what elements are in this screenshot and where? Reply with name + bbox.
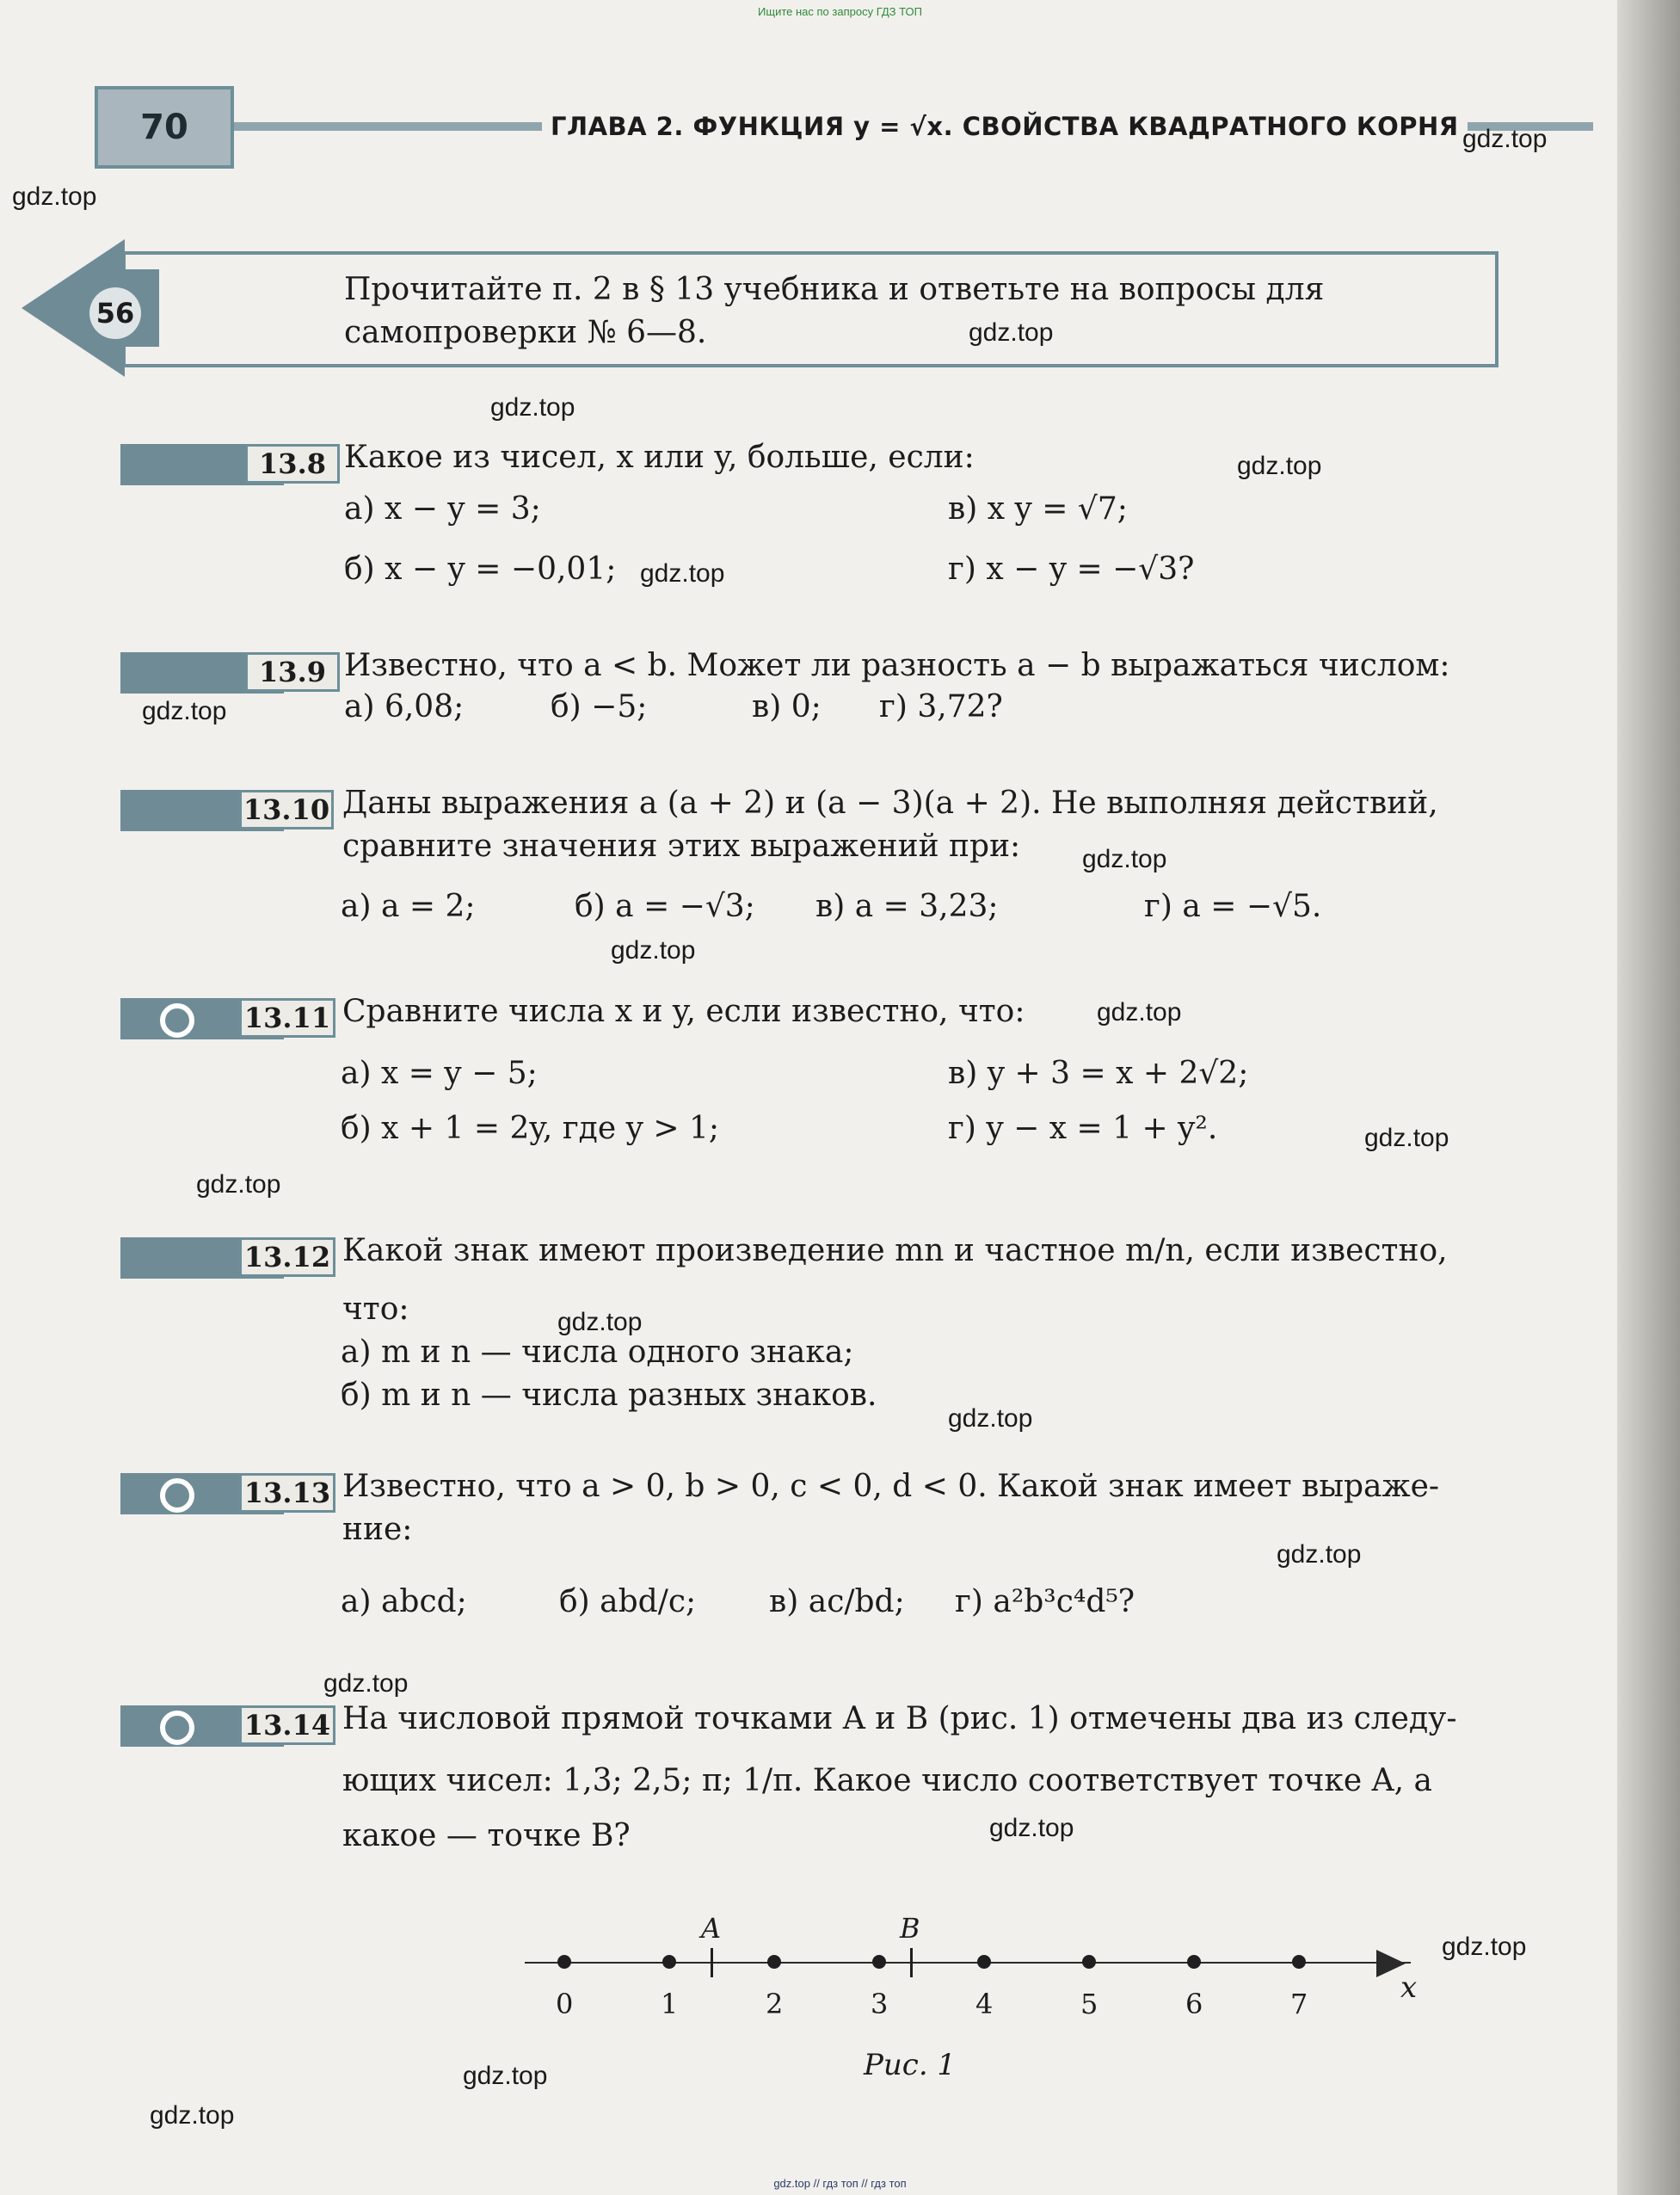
book-spine-shadow (1617, 0, 1680, 2195)
task-item: в) y + 3 = x + 2√2; (948, 1056, 1249, 1091)
tick-dot (977, 1955, 991, 1969)
task-text: На числовой прямой точками A и B (рис. 1) отмечены два из следу- (342, 1701, 1457, 1736)
task-number: 13.13 (239, 1473, 335, 1513)
watermark: gdz.top (1364, 1124, 1449, 1152)
task-text: какое — точке B? (342, 1818, 631, 1853)
watermark: gdz.top (196, 1170, 281, 1199)
task-text: сравните значения этих выражений при: (342, 829, 1021, 864)
task-item: в) ac/bd; (769, 1584, 905, 1619)
task-text: ющих чисел: 1,3; 2,5; π; 1/π. Какое число соответствует точке A, а (342, 1763, 1432, 1798)
circle-marker-icon (160, 1478, 194, 1513)
tick-label: 4 (975, 1988, 994, 2020)
task-text: что: (342, 1292, 409, 1327)
page-number: 70 (95, 86, 234, 169)
tick-dot (767, 1955, 781, 1969)
task-item: б) abd/c; (559, 1584, 697, 1619)
tick-label: 3 (871, 1988, 889, 2020)
task-text: Сравните числа x и y, если известно, что: (342, 994, 1025, 1029)
watermark: gdz.top (150, 2101, 235, 2130)
task-number: 13.10 (239, 790, 334, 829)
watermark: gdz.top (1097, 998, 1182, 1027)
task-item: б) −5; (551, 689, 648, 724)
task-item: б) x − y = −0,01; (344, 552, 617, 587)
tick-dot (662, 1955, 676, 1969)
watermark: gdz.top (989, 1814, 1074, 1842)
watermark: gdz.top (1462, 125, 1548, 153)
watermark: gdz.top (323, 1669, 409, 1698)
task-item: а) a = 2; (341, 889, 476, 924)
point-b-label: B (900, 1912, 920, 1945)
tick-dot (1292, 1955, 1306, 1969)
task-item: а) x = y − 5; (341, 1056, 538, 1091)
tick-label: 5 (1080, 1988, 1098, 2020)
task-text: Даны выражения a (a + 2) и (a − 3)(a + 2). Не выполняя действий, (342, 786, 1438, 821)
watermark: gdz.top (490, 393, 575, 422)
task-item: в) x y = √7; (948, 491, 1128, 527)
point-b-mark (910, 1948, 913, 1977)
task-item: а) x − y = 3; (344, 491, 541, 527)
task-item: г) y − x = 1 + y². (948, 1111, 1218, 1146)
task-item: г) x − y = −√3? (948, 552, 1195, 587)
watermark: gdz.top (640, 559, 725, 588)
number-line-axis (525, 1962, 1411, 1964)
task-text: ние: (342, 1512, 413, 1547)
circle-marker-icon (160, 1003, 194, 1038)
tick-dot (1082, 1955, 1096, 1969)
watermark: gdz.top (463, 2062, 548, 2090)
task-item: г) a = −√5. (1144, 889, 1322, 924)
task-number: 13.9 (245, 652, 340, 692)
figure-caption: Рис. 1 (864, 2048, 957, 2082)
point-a-label: A (701, 1912, 722, 1945)
task-item: б) a = −√3; (575, 889, 755, 924)
task-number: 13.12 (239, 1237, 335, 1277)
task-text: Какой знак имеют произведение mn и частное m/n, если известно, (342, 1233, 1448, 1268)
tick-dot (872, 1955, 886, 1969)
tick-dot (557, 1955, 571, 1969)
watermark: gdz.top (1082, 845, 1167, 873)
watermark: gdz.top (557, 1308, 643, 1336)
point-a-mark (711, 1948, 713, 1977)
watermark: gdz.top (969, 318, 1054, 347)
top-note: Ищите нас по запросу ГДЗ ТОП (758, 5, 922, 18)
task-item: г) 3,72? (879, 689, 1003, 724)
watermark: gdz.top (1237, 452, 1322, 480)
tick-label: 2 (766, 1988, 784, 2020)
side-tab-number: 56 (89, 287, 141, 339)
task-item: а) 6,08; (344, 689, 465, 724)
axis-label: x (1400, 1970, 1418, 2005)
task-item: г) a²b³c⁴d⁵? (955, 1584, 1135, 1619)
task-text: Какое из чисел, x или y, больше, если: (344, 440, 975, 475)
tick-label: 1 (661, 1988, 679, 2020)
tick-label: 0 (556, 1988, 574, 2020)
task-number: 13.14 (239, 1705, 335, 1745)
watermark: gdz.top (948, 1404, 1033, 1433)
bottom-note: gdz.top // гдз топ // гдз топ (773, 2177, 907, 2190)
watermark: gdz.top (1277, 1540, 1362, 1569)
tick-label: 6 (1185, 1988, 1203, 2020)
watermark: gdz.top (12, 182, 97, 211)
task-number: 13.8 (245, 444, 340, 484)
read-instruction-text: Прочитайте п. 2 в § 13 учебника и ответьте на вопросы для самопроверки № 6—8. (344, 272, 1325, 350)
task-item: в) a = 3,23; (815, 889, 999, 924)
circle-marker-icon (160, 1711, 194, 1745)
tick-dot (1187, 1955, 1201, 1969)
task-text: Известно, что a > 0, b > 0, c < 0, d < 0. Какой знак имеет выраже- (342, 1469, 1440, 1504)
tick-label: 7 (1290, 1988, 1308, 2020)
watermark: gdz.top (1442, 1933, 1527, 1961)
watermark: gdz.top (611, 936, 696, 965)
task-text: Известно, что a < b. Может ли разность a − b выражаться числом: (344, 648, 1450, 683)
task-item: а) m и n — числа одного знака; (341, 1335, 854, 1370)
watermark: gdz.top (142, 697, 227, 725)
chapter-title: ГЛАВА 2. ФУНКЦИЯ y = √x. СВОЙСТВА КВАДРАТНОГО КОРНЯ (542, 112, 1468, 141)
task-item: б) m и n — числа разных знаков. (341, 1378, 877, 1413)
task-number: 13.11 (239, 998, 335, 1038)
task-item: в) 0; (752, 689, 822, 724)
task-item: а) abcd; (341, 1584, 467, 1619)
task-item: б) x + 1 = 2y, где y > 1; (341, 1111, 720, 1146)
